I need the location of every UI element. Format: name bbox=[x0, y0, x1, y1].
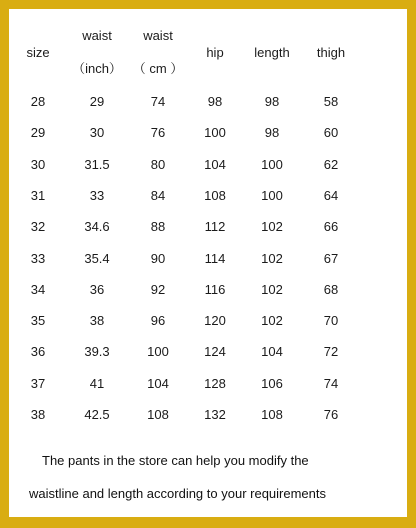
cell-waist-cm: 88 bbox=[150, 219, 166, 234]
cell-waist-cm: 76 bbox=[150, 125, 166, 140]
cell-length: 102 bbox=[261, 219, 283, 234]
header-waist-inch: waist bbox=[82, 28, 112, 43]
cell-length: 102 bbox=[261, 313, 283, 328]
cell-hip: 120 bbox=[204, 313, 226, 328]
cell-waist-cm: 90 bbox=[150, 251, 166, 266]
cell-thigh: 62 bbox=[323, 157, 339, 172]
size-chart-card bbox=[9, 9, 407, 517]
cell-thigh: 76 bbox=[323, 407, 339, 422]
cell-size: 38 bbox=[30, 407, 46, 422]
cell-hip: 132 bbox=[204, 407, 226, 422]
cell-hip: 114 bbox=[204, 251, 226, 266]
cell-thigh: 70 bbox=[323, 313, 339, 328]
store-note-line-1: The pants in the store can help you modify the bbox=[42, 453, 309, 468]
cell-length: 98 bbox=[264, 125, 280, 140]
cell-waist-inch: 42.5 bbox=[84, 407, 110, 422]
cell-waist-cm: 74 bbox=[150, 94, 166, 109]
cell-thigh: 66 bbox=[323, 219, 339, 234]
header-hip: hip bbox=[206, 45, 224, 60]
cell-thigh: 68 bbox=[323, 282, 339, 297]
cell-waist-inch: 34.6 bbox=[84, 219, 110, 234]
cell-length: 102 bbox=[261, 282, 283, 297]
cell-length: 104 bbox=[261, 344, 283, 359]
cell-waist-inch: 30 bbox=[89, 125, 105, 140]
header-waist-cm: waist bbox=[143, 28, 173, 43]
cell-waist-inch: 36 bbox=[89, 282, 105, 297]
store-note-line-2: waistline and length according to your requirements bbox=[29, 486, 327, 501]
cell-thigh: 67 bbox=[323, 251, 339, 266]
cell-waist-cm: 108 bbox=[147, 407, 169, 422]
cell-thigh: 72 bbox=[323, 344, 339, 359]
cell-waist-inch: 38 bbox=[89, 313, 105, 328]
cell-waist-inch: 39.3 bbox=[84, 344, 110, 359]
cell-size: 32 bbox=[30, 219, 46, 234]
cell-hip: 124 bbox=[204, 344, 226, 359]
cell-size: 30 bbox=[30, 157, 46, 172]
cell-size: 31 bbox=[30, 188, 46, 203]
cell-waist-inch: 33 bbox=[89, 188, 105, 203]
cell-waist-inch: 29 bbox=[89, 94, 105, 109]
cell-size: 29 bbox=[30, 125, 46, 140]
cell-length: 100 bbox=[261, 188, 283, 203]
cell-size: 35 bbox=[30, 313, 46, 328]
cell-size: 37 bbox=[30, 376, 46, 391]
cell-hip: 112 bbox=[204, 219, 226, 234]
cell-waist-cm: 96 bbox=[150, 313, 166, 328]
cell-size: 28 bbox=[30, 94, 46, 109]
header-waist-inch-unit: （inch） bbox=[72, 61, 122, 76]
cell-hip: 128 bbox=[204, 376, 226, 391]
cell-hip: 98 bbox=[207, 94, 223, 109]
cell-waist-cm: 92 bbox=[150, 282, 166, 297]
cell-length: 102 bbox=[261, 251, 283, 266]
cell-size: 33 bbox=[30, 251, 46, 266]
cell-waist-cm: 84 bbox=[150, 188, 166, 203]
cell-size: 36 bbox=[30, 344, 46, 359]
cell-waist-cm: 80 bbox=[150, 157, 166, 172]
cell-thigh: 64 bbox=[323, 188, 339, 203]
cell-length: 108 bbox=[261, 407, 283, 422]
header-length: length bbox=[254, 45, 290, 60]
header-size: size bbox=[26, 45, 50, 60]
cell-hip: 116 bbox=[204, 282, 226, 297]
cell-hip: 100 bbox=[204, 125, 226, 140]
cell-waist-cm: 104 bbox=[147, 376, 169, 391]
cell-length: 106 bbox=[261, 376, 283, 391]
header-thigh: thigh bbox=[316, 45, 346, 60]
cell-length: 98 bbox=[264, 94, 280, 109]
cell-waist-inch: 31.5 bbox=[84, 157, 110, 172]
cell-thigh: 74 bbox=[323, 376, 339, 391]
cell-thigh: 58 bbox=[323, 94, 339, 109]
cell-waist-inch: 41 bbox=[89, 376, 105, 391]
cell-waist-cm: 100 bbox=[147, 344, 169, 359]
cell-length: 100 bbox=[261, 157, 283, 172]
cell-hip: 104 bbox=[204, 157, 226, 172]
cell-hip: 108 bbox=[204, 188, 226, 203]
header-waist-cm-unit: （ cm ） bbox=[132, 61, 184, 76]
cell-waist-inch: 35.4 bbox=[84, 251, 110, 266]
cell-thigh: 60 bbox=[323, 125, 339, 140]
cell-size: 34 bbox=[30, 282, 46, 297]
